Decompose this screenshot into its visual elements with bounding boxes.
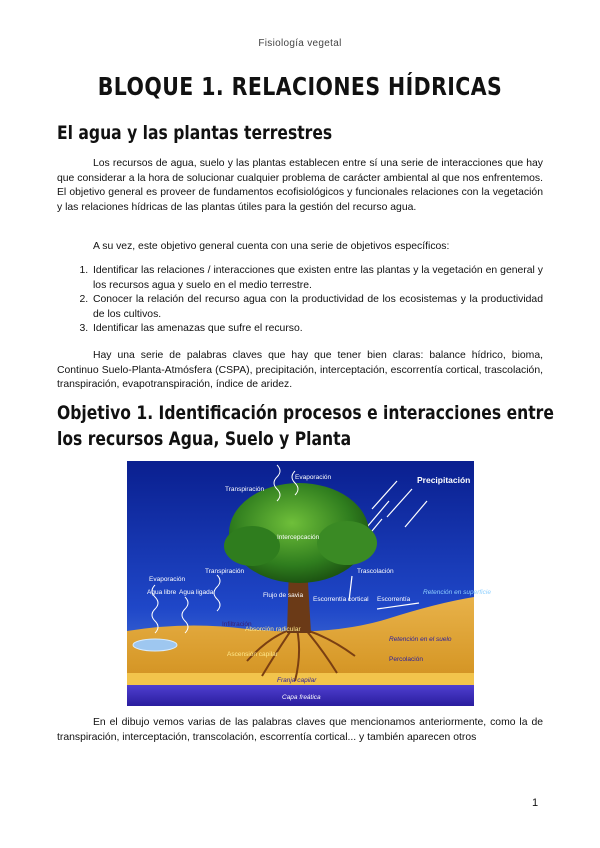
label-escorrentia-cortical: Escorrentía cortical [313,596,369,603]
list-item: 1. Identificar las relaciones / interacciones que existen entre las plantas y la vegetación en general y los recursos agua y suelo en el medio terrestre. [91,264,543,293]
label-capa-freatica: Capa freática [282,694,321,701]
objectives-list [57,264,543,337]
label-franja-capilar: Franja capilar [277,677,317,684]
label-agua-ligada: Agua ligada [179,589,214,596]
label-interceptacion: Intercepcación [277,534,320,541]
keywords-paragraph: Hay una serie de palabras claves que hay que tener bien claras: balance hídrico, bioma, Continuo Suelo-Planta-Atmósfera (CSPA), precipitación, interceptación, escorrentía cortical, trascolación, transpiración, evapotranspiración, índice de aridez. [57,350,543,391]
running-header: Fisiología vegetal [258,38,342,49]
label-transpiracion-top: Transpiración [225,486,265,493]
label-flujo-savia: Flujo de savia [263,592,304,599]
intro-paragraph: Los recursos de agua, suelo y las plantas establecen entre sí una serie de interacciones que hay que considerar a la hora de solucionar cualquier problema de carácter ambiental al que nos enfrentemos. El objetivo general es proveer de fundamentos ecofisiológicos y funcionales relaciones con la vegetación y las relaciones hídricas de las plantas útiles para la gestión del recurso agua. [57,158,543,213]
list-item: 2. Conocer la relación del recurso agua con la productividad de los ecosistemas y la productividad de los cultivos. [91,293,543,322]
label-absorcion: Absorción radicular [245,626,301,633]
label-retencion-suelo: Retención en el suelo [389,636,452,643]
water-cycle-diagram [127,461,491,706]
list-item: 3. Identificar las amenazas que sufre el recurso. [91,322,543,337]
tree-canopy [224,526,280,566]
label-precipitacion: Precipitación [417,475,471,485]
label-evaporacion-top: Evaporación [295,474,332,481]
label-retencion-superficie: Retención en superficie [423,589,491,596]
section-heading-agua-plantas: El agua y las plantas terrestres [57,122,333,144]
tree-canopy [317,521,377,565]
label-evaporacion-left: Evaporación [149,576,186,583]
puddle [133,639,177,651]
label-trascolacion: Trascolación [357,568,394,575]
page-title: BLOQUE 1. RELACIONES HÍDRICAS [97,72,503,101]
label-ascension: Ascensión capilar [227,651,278,658]
objectives-intro: A su vez, este objetivo general cuenta con una serie de objetivos específicos: [93,241,450,252]
label-escorrentia: Escorrentía [377,596,411,603]
label-infiltracion: Infiltración [222,621,252,628]
objective-heading-line1: Objetivo 1. Identificación procesos e interacciones entre [57,402,554,424]
label-transpiracion-left: Transpiración [205,568,245,575]
objective-heading-line2: los recursos Agua, Suelo y Planta [57,428,352,450]
label-percolacion: Percolación [389,656,423,663]
figure-commentary: En el dibujo vemos varias de las palabras claves que mencionamos anteriormente, como la de transpiración, interceptación, transcolación, escorrentía cortical... y también aparecen otros [57,717,543,743]
page-number: 1 [532,797,539,809]
label-agua-libre: Agua libre [147,589,177,596]
